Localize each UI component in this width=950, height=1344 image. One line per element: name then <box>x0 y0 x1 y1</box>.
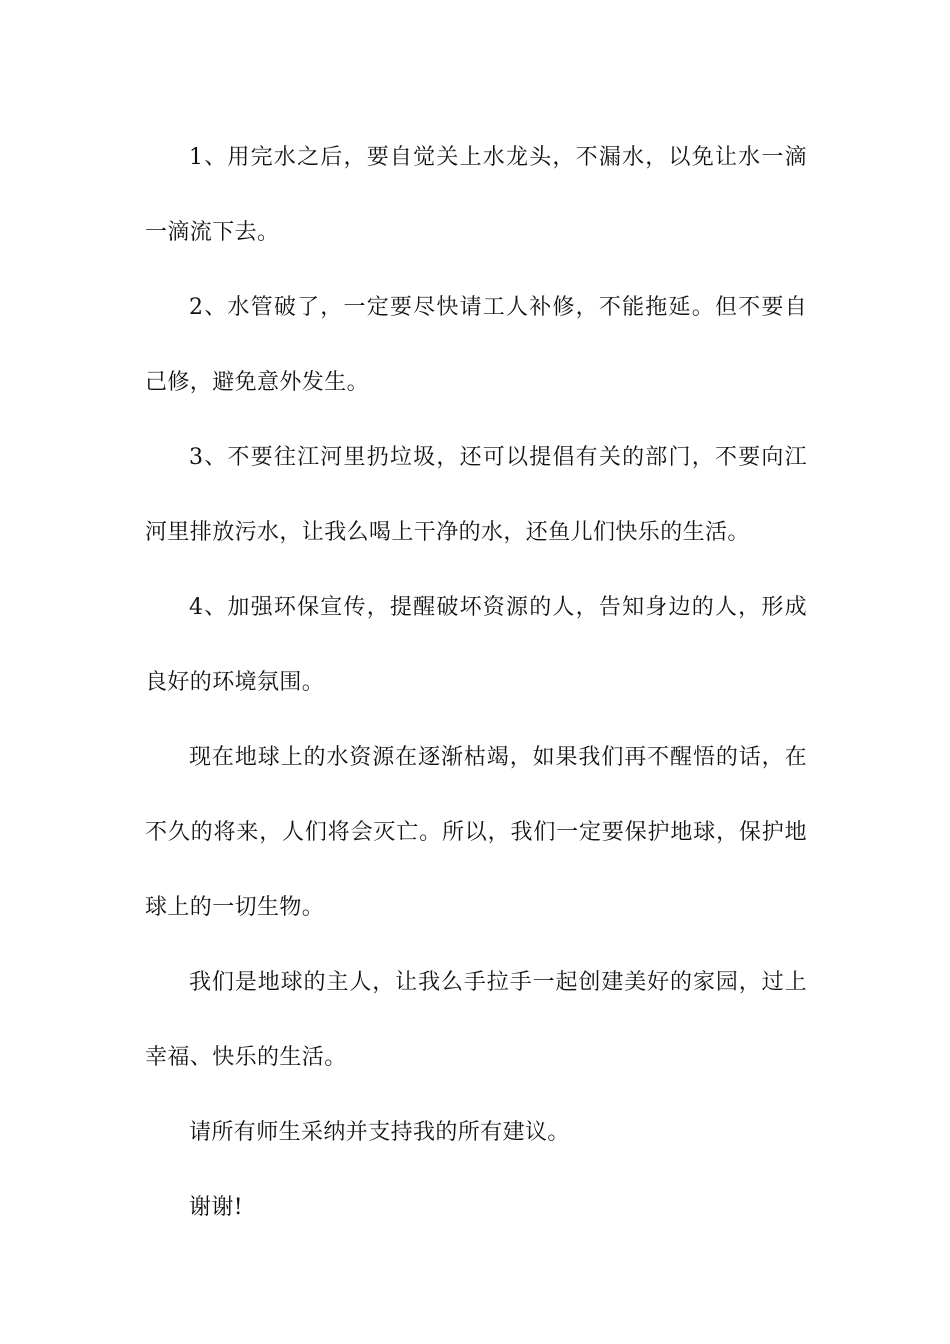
paragraph-thanks: 谢谢! <box>189 1195 244 1220</box>
paragraph-suggestion-1: 1、用完水之后，要自觉关上水龙头，不漏水，以免让水一滴一滴流下去。 <box>145 145 807 245</box>
paragraph-suggestion-4: 4、加强环保宣传，提醒破坏资源的人，告知身边的人，形成良好的环境氛围。 <box>145 595 807 695</box>
paragraph-suggestion-3: 3、不要往江河里扔垃圾，还可以提倡有关的部门，不要向江河里排放污水，让我么喝上干净的水，还鱼儿们快乐的生活。 <box>145 445 807 545</box>
paragraph-conclusion: 现在地球上的水资源在逐渐枯竭，如果我们再不醒悟的话，在不久的将来，人们将会灭亡。所以，我们一定要保护地球，保护地球上的一切生物。 <box>145 745 807 920</box>
paragraph-call-to-action: 我们是地球的主人，让我么手拉手一起创建美好的家园，过上幸福、快乐的生活。 <box>145 970 807 1070</box>
paragraph-suggestion-2: 2、水管破了，一定要尽快请工人补修，不能拖延。但不要自己修，避免意外发生。 <box>145 295 807 395</box>
paragraph-request: 请所有师生采纳并支持我的所有建议。 <box>189 1120 570 1145</box>
document-body <box>145 120 807 1245</box>
